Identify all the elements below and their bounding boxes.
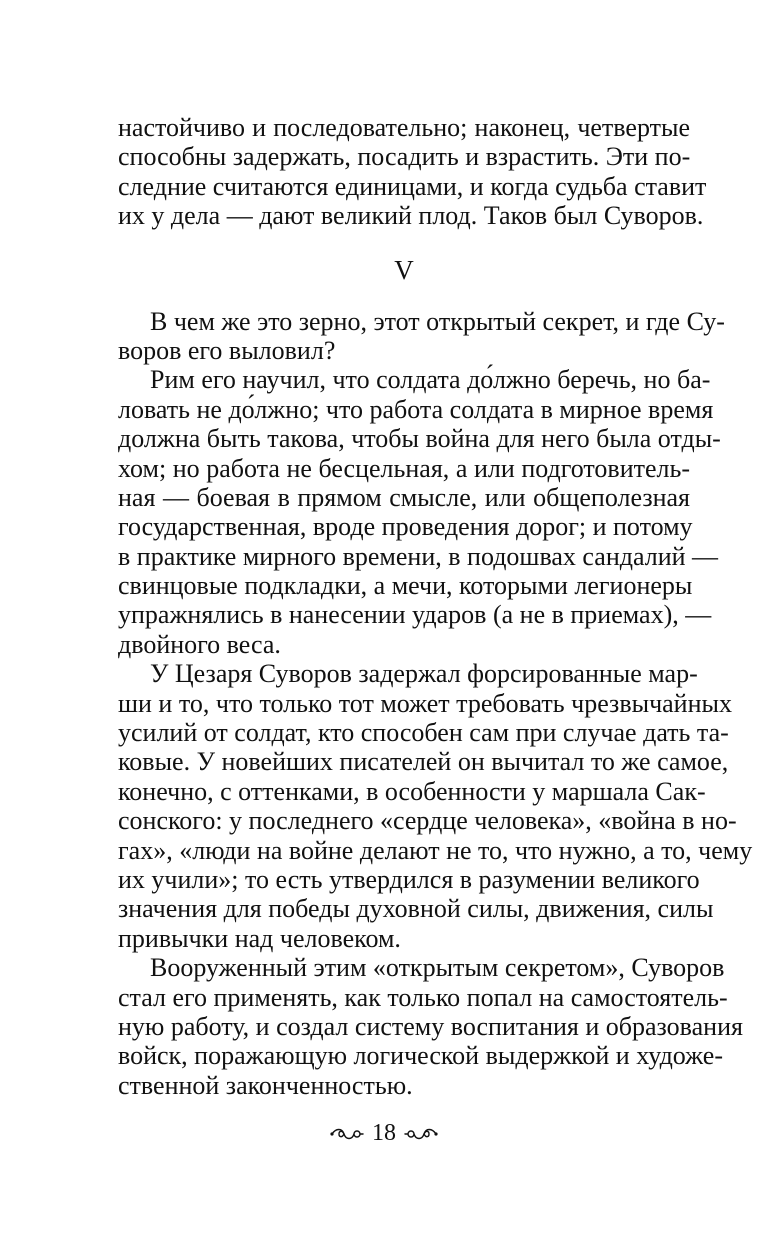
text-line: войск, поражающую логической выдержкой и художе- <box>118 1041 723 1071</box>
text-line: следние считаются единицами, и когда судьба ставит <box>118 171 707 201</box>
text-line: У Цезаря Суворов задержал форсированные мар- <box>150 659 698 689</box>
text-line: свинцовые подкладки, а мечи, которыми легионеры <box>118 571 693 601</box>
paragraph-4 <box>118 953 743 1100</box>
paragraph-1 <box>118 306 725 366</box>
ornament-left-icon <box>330 1126 364 1142</box>
text-line: упражнялись в нанесении ударов (а не в приемах), — <box>118 600 712 630</box>
text-line: ная — боевая в прямом смысле, или общеполезная <box>118 482 690 512</box>
text-line: В чем же это зерно, этот открытый секрет, и где Су- <box>150 306 725 336</box>
text-line: их учили»; то есть утвердился в разумении великого <box>118 864 700 894</box>
text-line: привычки над человеком. <box>118 923 401 953</box>
text-line: в практике мирного времени, в подошвах сандалий — <box>118 541 719 571</box>
text-line: гах», «люди на войне делают не то, что нужно, а то, чему <box>118 835 753 865</box>
paragraph-2 <box>118 365 721 659</box>
text-line: должна быть такова, чтобы война для него была отды- <box>118 424 721 454</box>
text-line: ши и то, что только тот может требовать чрезвычайных <box>118 688 732 718</box>
chapter-heading: V <box>394 254 414 285</box>
text-line: сонского: у последнего «сердце человека», «война в но- <box>118 806 737 836</box>
text-line: государственная, вроде проведения дорог; и потому <box>118 512 693 542</box>
text-line: усилий от солдат, кто способен сам при случае дать та- <box>118 718 729 748</box>
text-line: их у дела — дают великий плод. Таков был Суворов. <box>118 201 704 231</box>
text-line: двойного веса. <box>118 629 281 659</box>
text-line: хом; но работа не бесцельная, а или подготовитель- <box>118 453 690 483</box>
text-line: конечно, с оттенками, в особенности у маршала Сак- <box>118 776 706 806</box>
ornament-right-icon <box>404 1126 438 1142</box>
page-footer <box>0 1120 768 1147</box>
text-line: стал его применять, как только попал на самостоятель- <box>118 982 728 1012</box>
text-line: ную работу, и создал систему воспитания и образования <box>118 1011 743 1041</box>
text-line: ловать не до́лжно; что работа солдата в мирное время <box>118 394 714 424</box>
page-number: 18 <box>372 1120 396 1146</box>
text-line: воров его выловил? <box>118 335 336 365</box>
text-line: Рим его научил, что солдата до́лжно беречь, но ба- <box>150 365 711 395</box>
text-line: настойчиво и последовательно; наконец, четвертые <box>118 113 690 142</box>
text-line: ковые. У новейших писателей он вычитал то же самое, <box>118 747 729 777</box>
page-body <box>118 113 753 1100</box>
text-line: ственной законченностью. <box>118 1070 413 1100</box>
paragraph-continued <box>118 113 707 231</box>
text-line: значения для победы духовной силы, движения, силы <box>118 894 714 924</box>
paragraph-3 <box>118 659 753 953</box>
text-line: способны задержать, посадить и взрастить. Эти по- <box>118 142 691 172</box>
text-line: Вооруженный этим «открытым секретом», Суворов <box>150 953 725 983</box>
